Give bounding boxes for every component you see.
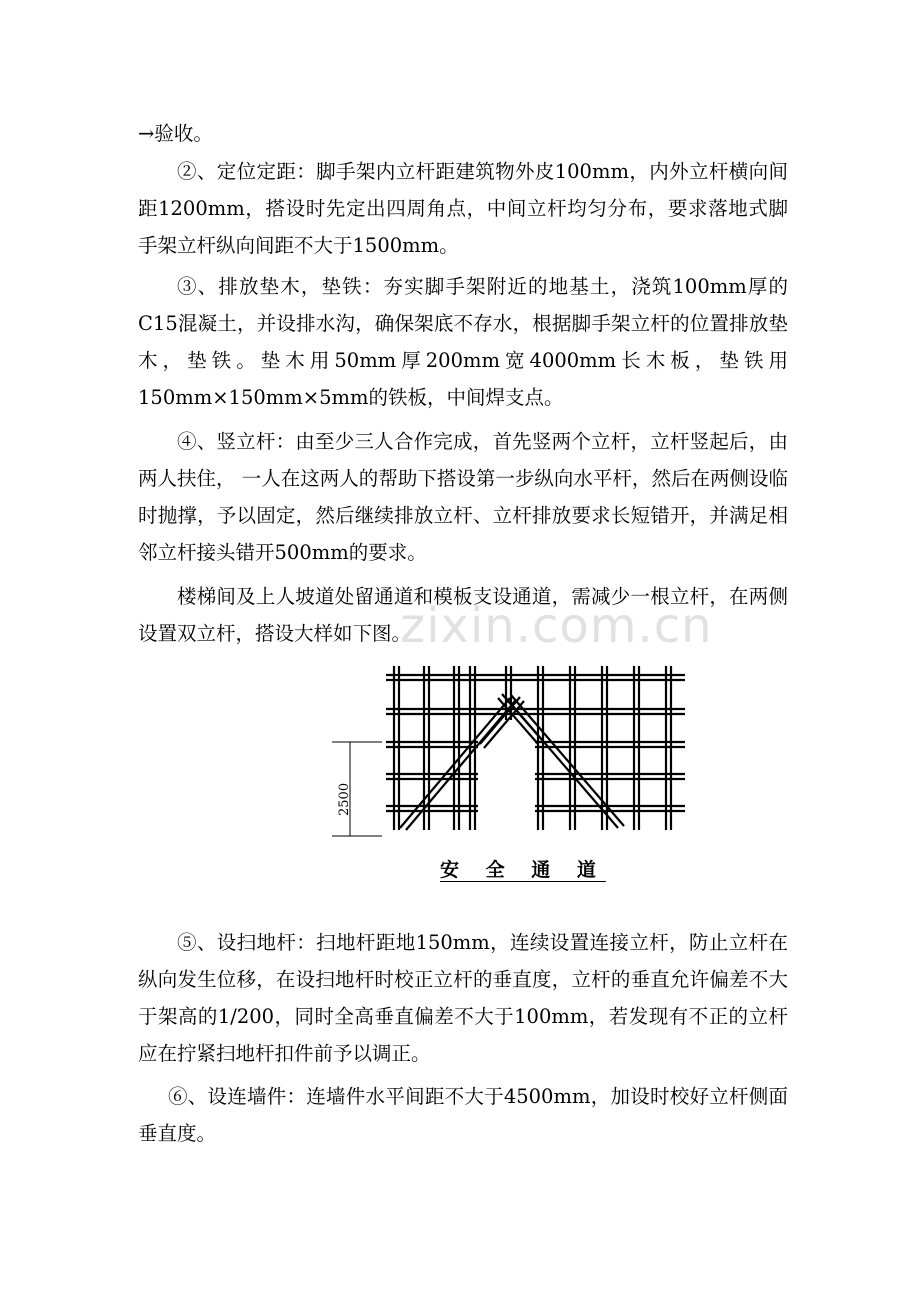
diagram-caption: 安 全 通 道 [440,859,606,881]
paragraph-wall-ties: ⑥、设连墙件：连墙件水平间距不大于4500mm，加设时校好立杆侧面垂直度。 [138,1085,788,1145]
paragraph-acceptance: →验收。 [138,122,213,145]
watermark: zixin.com.cn [400,598,713,654]
paragraph-positioning: ②、定位定距：脚手架内立杆距建筑物外皮100mm，内外立杆横向间距1200mm，搭设时先定出四周角点，中间立杆均匀分布，要求落地式脚手架立杆纵向间距不大于1500mm。 [138,160,788,257]
paragraph-sweep-bar: ⑤、设扫地杆：扫地杆距地150mm，连续设置连接立杆，防止立杆在纵向发生位移，在设扫地杆时校正立杆的垂直度，立杆的垂直允许偏差不大于架高的1/200，同时全高垂直偏差不大于100mm，若发现有不正的立杆应在拧紧扫地杆扣件前予以调正。 [138,931,788,1065]
scaffold-grid [386,666,685,830]
dimension-label: 2500 [337,782,352,816]
paragraph-erect-poles: ④、竖立杆：由至少三人合作完成，首先竖两个立杆，立杆竖起后，由两人扶住， 一人在这两人的帮助下搭设第一步纵向水平杆，然后在两侧设临时抛撑，予以固定，然后继续排放立杆、立杆排放要求长短错开，并满足相邻立杆接头错开500mm的要求。 [138,430,788,564]
paragraph-stair-passage: 楼梯间及上人坡道处留通道和模板支设通道，需减少一根立杆，在两侧设置双立杆，搭设大样如下图。 [138,585,788,645]
paragraph-pads: ③、排放垫木，垫铁：夯实脚手架附近的地基土，浇筑100mm厚的C15混凝土，并设排水沟，确保架底不存水，根据脚手架立杆的位置排放垫木，垫铁。垫木用50mm厚200mm宽4000mm长木板，垫铁用150mm×150mm×5mm的铁板，中间焊支点。 [138,275,788,409]
safety-passage-diagram [320,660,700,850]
